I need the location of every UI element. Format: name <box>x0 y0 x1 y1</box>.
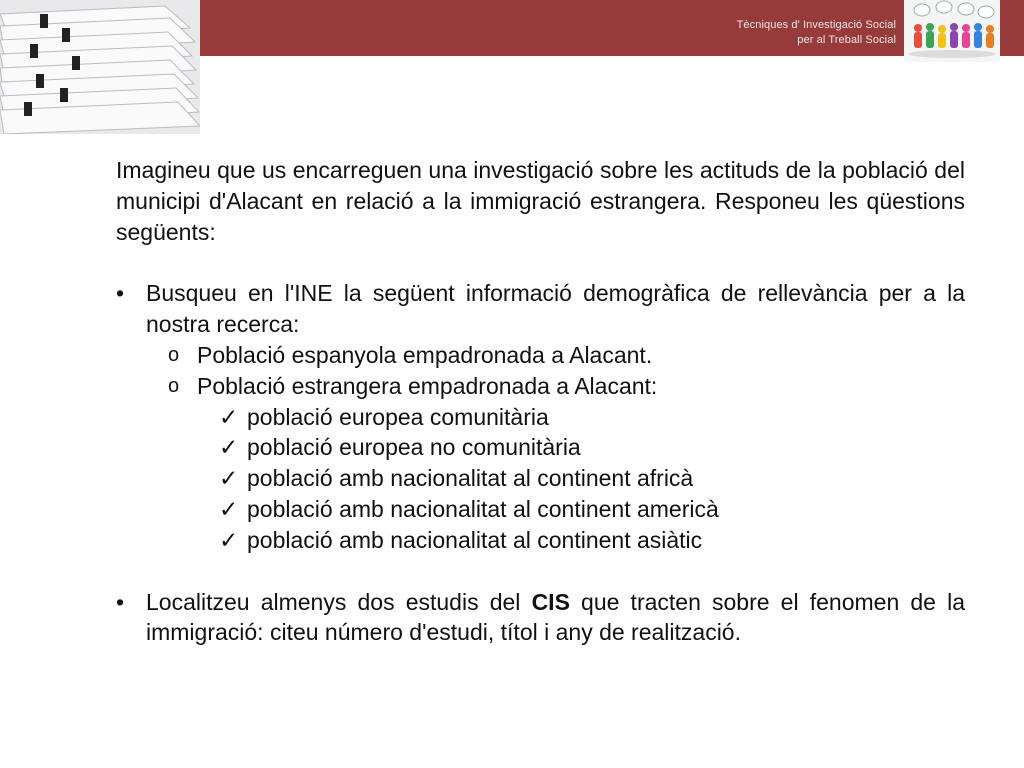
sub-item-text: Població espanyola empadronada a Alacant. <box>197 341 653 368</box>
cis-label: CIS <box>531 588 570 615</box>
check-item-text: població amb nacionalitat al continent americà <box>247 495 719 522</box>
header-bar <box>200 0 1024 56</box>
check-item-text: població amb nacionalitat al continent asiàtic <box>247 526 703 553</box>
sub-item-text: Població estrangera empadronada a Alacant: <box>197 372 658 399</box>
bullet-item-ine <box>116 278 965 340</box>
header-title-line2: per al Treball Social <box>797 34 896 46</box>
circle-bullet-icon: o <box>168 374 180 397</box>
slide-content <box>116 155 965 648</box>
check-item-text: població europea no comunitària <box>247 434 581 461</box>
sub-item <box>116 371 965 402</box>
paper-stack-image <box>0 0 200 134</box>
bullet-icon: • <box>116 280 125 307</box>
bullet-text: Busqueu en l'INE la següent informació demogràfica de rellevància per a la nostra recerca: <box>146 280 965 338</box>
check-item <box>116 402 965 433</box>
check-item <box>116 525 965 556</box>
checkmark-icon: ✓ <box>219 403 239 430</box>
paper-stack-icon <box>0 0 200 134</box>
checkmark-icon: ✓ <box>219 495 239 522</box>
spacer <box>116 556 965 587</box>
header-title <box>737 18 896 48</box>
check-item <box>116 494 965 525</box>
check-item <box>116 463 965 494</box>
bullet-text-start: Localitzeu almenys dos estudis del <box>146 588 532 615</box>
header-title-line1: Tècniques d' Investigació Social <box>736 19 896 31</box>
sub-item <box>116 340 965 371</box>
checkmark-icon: ✓ <box>219 434 239 461</box>
intro-paragraph: Imagineu que us encarreguen una investigació sobre les actituds de la població del municipi d'Alacant en relació a la immigració estrangera. Responeu les qüestions següents: <box>116 157 965 245</box>
check-item-text: població europea comunitària <box>247 403 549 430</box>
check-item <box>116 432 965 463</box>
bullet-text-end: que tracten sobre el fenomen de la immigració: citeu número d'estudi, títol i any de realització. <box>146 588 965 646</box>
check-item-text: població amb nacionalitat al continent africà <box>247 465 694 492</box>
bullet-item-cis <box>116 587 965 649</box>
checkmark-icon: ✓ <box>219 526 239 553</box>
spacer <box>116 247 965 278</box>
circle-bullet-icon: o <box>168 343 180 366</box>
people-speech-bubbles-logo <box>904 0 1000 62</box>
people-logo-icon <box>904 0 1000 62</box>
bullet-icon: • <box>116 588 125 615</box>
checkmark-icon: ✓ <box>219 465 239 492</box>
